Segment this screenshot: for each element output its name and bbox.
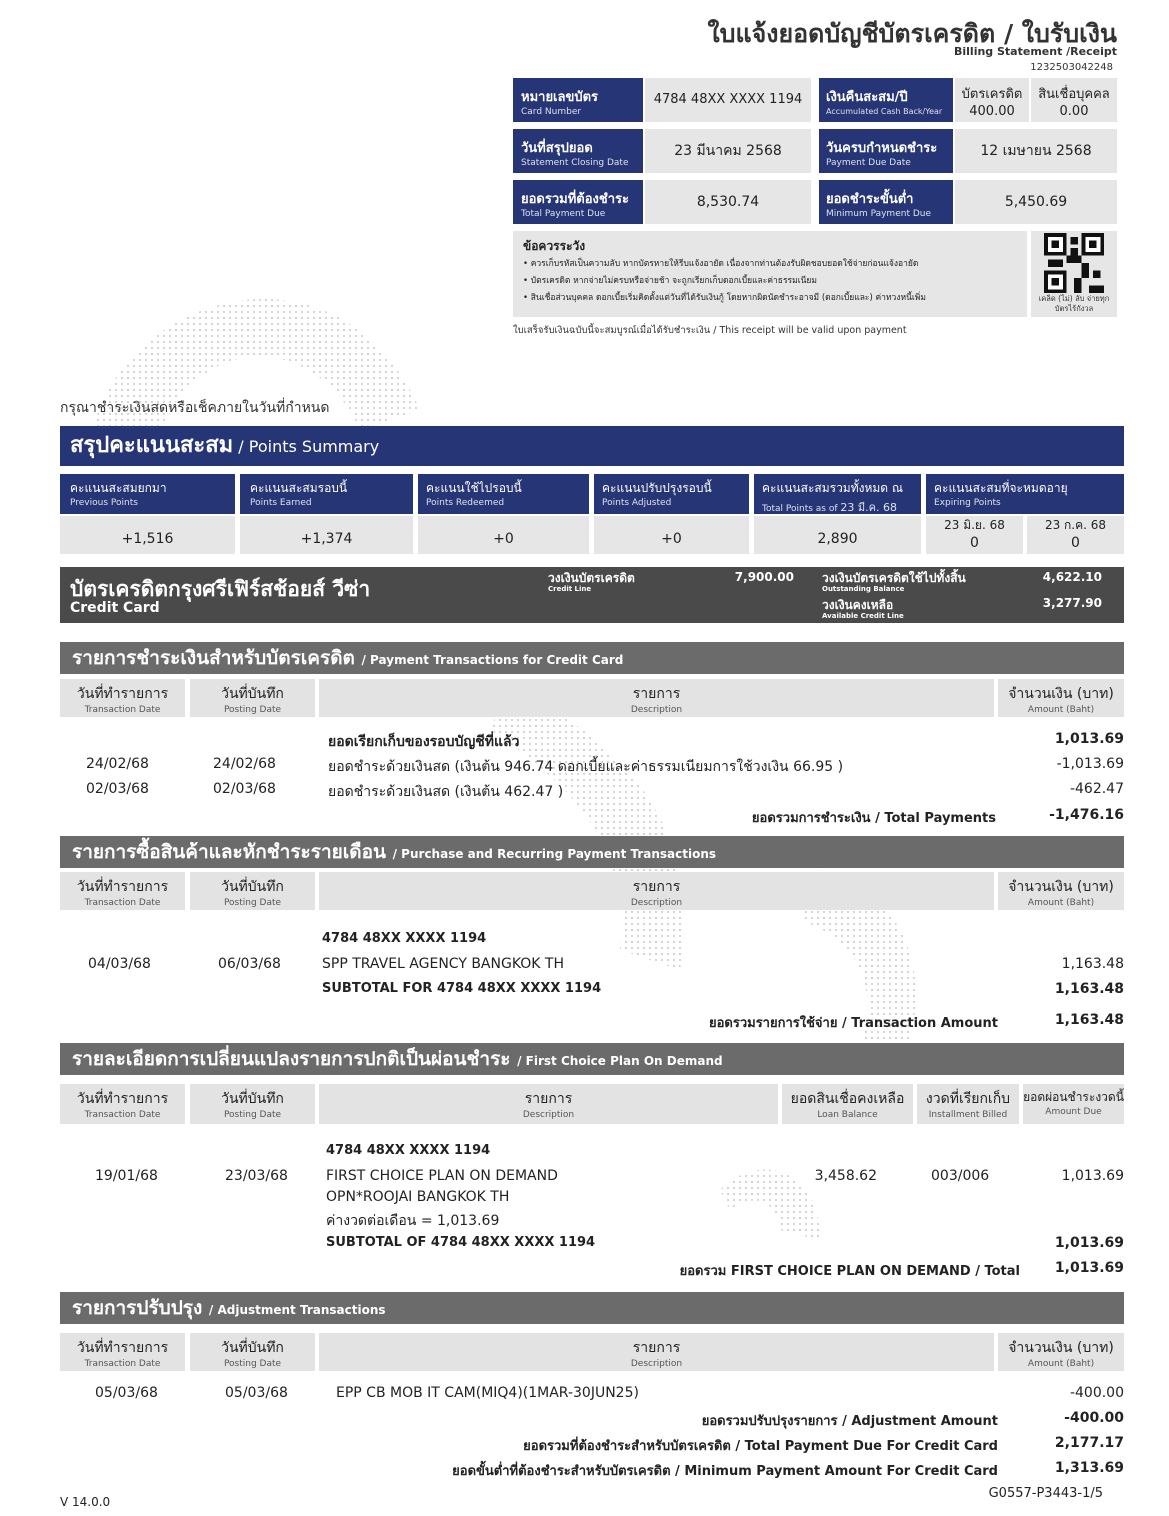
closing-date-label: วันที่สรุปยอด Statement Closing Date — [513, 129, 643, 173]
credit-line-label: วงเงินบัตรเครดิต — [548, 571, 635, 585]
card-total-due-amount: 2,177.17 — [1054, 1435, 1124, 1451]
plan-total-amount: 1,013.69 — [1054, 1260, 1124, 1276]
adjustment-table-header: วันที่ทำรายการ Transaction Date วันที่บันทึก Posting Date รายการ Description จำนวนเงิน (บาท) Amount (Baht) — [60, 1333, 1124, 1371]
amount: -400.00 — [1069, 1385, 1124, 1401]
outstanding-label-en: Outstanding Balance — [822, 585, 905, 593]
closing-date-value: 23 มีนาคม 2568 — [645, 129, 811, 173]
posting-date: 05/03/68 — [225, 1385, 288, 1401]
expiring-points-2: 23 ก.ค. 68 0 — [1027, 516, 1124, 554]
statement-summary — [513, 78, 1117, 224]
description-line: ค่างวดต่อเดือน = 1,013.69 — [326, 1213, 500, 1229]
subtotal-amount: 1,163.48 — [1054, 981, 1124, 997]
due-date-label: วันครบกำหนดชำระ Payment Due Date — [819, 129, 953, 173]
qr-caption: เคลิด (ไม่) ลับ จ่ายทุกบัตรไร้กังวล — [1038, 294, 1110, 313]
notice-item: • บัตรเครดิต หากจ่ายไม่ครบหรือจ่ายช้า จะถูกเรียกเก็บดอกเบี้ยและค่าธรรมเนียม — [523, 276, 817, 286]
purchases-table-header: วันที่ทำรายการ Transaction Date วันที่บันทึก Posting Date รายการ Description จำนวนเงิน (บาท) Amount (Baht) — [60, 872, 1124, 910]
description: FIRST CHOICE PLAN ON DEMAND — [326, 1168, 558, 1184]
card-number-group: 4784 48XX XXXX 1194 — [322, 931, 487, 946]
card-type: Credit Card — [70, 600, 160, 616]
transaction-date: 02/03/68 — [86, 781, 149, 797]
plan-section-header: รายละเอียดการเปลี่ยนแปลงรายการปกติเป็นผ่อนชำระ / First Choice Plan On Demand — [60, 1043, 1124, 1075]
points-summary-header: สรุปคะแนนสะสม / Points Summary — [60, 426, 1124, 466]
purchases-section-header: รายการซื้อสินค้าและหักชำระรายเดือน / Purchase and Recurring Payment Transactions — [60, 836, 1124, 868]
previous-points-value: +1,516 — [60, 516, 235, 554]
credit-card-bar — [60, 567, 1124, 623]
card-number-label: หมายเลขบัตร Card Number — [513, 78, 643, 122]
available-label: วงเงินคงเหลือ — [822, 598, 894, 612]
posting-date: 06/03/68 — [218, 956, 281, 972]
posting-date: 23/03/68 — [225, 1168, 288, 1184]
points-adjusted-value: +0 — [594, 516, 749, 554]
points-table — [60, 474, 1124, 554]
points-earned-label: คะแนนสะสมรอบนี้ Points Earned — [240, 474, 413, 514]
available-label-en: Available Credit Line — [822, 612, 904, 620]
points-adjusted-label: คะแนนปรับปรุงรอบนี้ Points Adjusted — [594, 474, 749, 514]
amount: 1,163.48 — [1061, 956, 1124, 972]
credit-line-value: 7,900.00 — [734, 570, 794, 584]
notice-item: • สินเชื่อส่วนบุคคล ดอกเบี้ยเริ่มคิดตั้งแต่วันที่ได้รับเงินกู้ โดยหากผิดนัดชำระอาจมี (ดอกเบี้ยและ) ค่าทวงหนี้เพิ่ม — [523, 293, 927, 303]
cashback-credit: บัตรเครดิต 400.00 — [955, 78, 1029, 122]
available-value: 3,277.90 — [1042, 596, 1102, 610]
credit-line-label-en: Credit Line — [548, 585, 592, 593]
card-min-due-amount: 1,313.69 — [1054, 1460, 1124, 1476]
cashback-loan: สินเชื่อบุคคล 0.00 — [1031, 78, 1117, 122]
outstanding-value: 4,622.10 — [1042, 570, 1102, 584]
previous-points-label: คะแนนสะสมยกมา Previous Points — [60, 474, 235, 514]
installment-billed: 003/006 — [931, 1168, 990, 1184]
receipt-note: ใบเสร็จรับเงินฉบับนี้จะสมบูรณ์เมื่อได้รับชำระเงิน / This receipt will be valid upon payment — [513, 325, 907, 336]
subtotal-label: SUBTOTAL OF 4784 48XX XXXX 1194 — [326, 1235, 596, 1250]
posting-date: 24/02/68 — [213, 756, 276, 772]
total-points-value: 2,890 — [754, 516, 921, 554]
description: ยอดชำระด้วยเงินสด (เงินต้น 946.74 ดอกเบี้ยและค่าธรรมเนียมการใช้วงเงิน 66.95 ) — [328, 759, 844, 775]
card-min-due-label: ยอดขั้นต่ำที่ต้องชำระสำหรับบัตรเครดิต / Minimum Payment Amount For Credit Card — [452, 1464, 998, 1479]
description: EPP CB MOB IT CAM(MIQ4)(1MAR-30JUN25) — [336, 1385, 639, 1401]
loan-balance: 3,458.62 — [814, 1168, 877, 1184]
document-number: 1232503042248 — [1030, 62, 1113, 73]
transaction-date: 05/03/68 — [95, 1385, 158, 1401]
plan-total-label: ยอดรวม FIRST CHOICE PLAN ON DEMAND / Total — [679, 1264, 1020, 1279]
points-redeemed-value: +0 — [418, 516, 589, 554]
previous-balance-label: ยอดเรียกเก็บของรอบบัญชีที่แล้ว — [328, 734, 520, 750]
adjustment-total-amount: -400.00 — [1064, 1410, 1124, 1426]
payment-instruction: กรุณาชำระเงินสดหรือเช็คภายในวันที่กำหนด — [60, 400, 330, 416]
amount: -462.47 — [1069, 781, 1124, 797]
subtotal-amount: 1,013.69 — [1054, 1235, 1124, 1251]
statement-subtitle: Billing Statement /Receipt — [954, 45, 1117, 58]
total-due-label: ยอดรวมที่ต้องชำระ Total Payment Due — [513, 180, 643, 224]
version-label: V 14.0.0 — [60, 1495, 111, 1509]
amount-due: 1,013.69 — [1061, 1168, 1124, 1184]
points-earned-value: +1,374 — [240, 516, 413, 554]
min-due-label: ยอดชำระขั้นต่ำ Minimum Payment Due — [819, 180, 953, 224]
amount: -1,013.69 — [1056, 756, 1124, 772]
total-payments-label: ยอดรวมการชำระเงิน / Total Payments — [751, 811, 996, 826]
transaction-date: 24/02/68 — [86, 756, 149, 772]
adjustment-section-header: รายการปรับปรุง / Adjustment Transactions — [60, 1292, 1124, 1324]
expiring-points-1: 23 มิ.ย. 68 0 — [926, 516, 1023, 554]
payments-section-header: รายการชำระเงินสำหรับบัตรเครดิต / Payment Transactions for Credit Card — [60, 642, 1124, 674]
expiring-points-label: คะแนนสะสมที่จะหมดอายุ Expiring Points — [926, 474, 1124, 514]
transaction-date: 04/03/68 — [88, 956, 151, 972]
description: SPP TRAVEL AGENCY BANGKOK TH — [322, 956, 564, 972]
card-total-due-label: ยอดรวมที่ต้องชำระสำหรับบัตรเครดิต / Total Payment Due For Credit Card — [523, 1439, 998, 1454]
transaction-amount-label: ยอดรวมรายการใช้จ่าย / Transaction Amount — [708, 1016, 998, 1031]
card-name: บัตรเครดิตกรุงศรีเฟิร์สช้อยส์ วีซ่า — [70, 577, 371, 601]
transaction-date: 19/01/68 — [95, 1168, 158, 1184]
points-redeemed-label: คะแนนใช้ไปรอบนี้ Points Redeemed — [418, 474, 589, 514]
due-date-value: 12 เมษายน 2568 — [955, 129, 1117, 173]
notice-title: ข้อควรระวัง — [523, 239, 586, 253]
transaction-amount-total: 1,163.48 — [1054, 1012, 1124, 1028]
plan-table-header: วันที่ทำรายการ Transaction Date วันที่บันทึก Posting Date รายการ Description ยอดสินเชื่อคงเหลือ Loan Balance งวดที่เรียกเก็บ Installment Billed ยอดผ่อนชำระงวดนี้ Amount Due — [60, 1084, 1124, 1124]
total-points-label: คะแนนสะสมรวมทั้งหมด ณ Total Points as of 23 มี.ค. 68 — [754, 474, 921, 514]
subtotal-label: SUBTOTAL FOR 4784 48XX XXXX 1194 — [322, 981, 602, 996]
page-code: G0557-P3443-1/5 — [988, 1486, 1103, 1501]
total-due-value: 8,530.74 — [645, 180, 811, 224]
description: ยอดชำระด้วยเงินสด (เงินต้น 462.47 ) — [328, 784, 564, 800]
previous-balance-amount: 1,013.69 — [1054, 731, 1124, 747]
cashback-label: เงินคืนสะสม/ปี Accumulated Cash Back/Year — [819, 78, 953, 122]
adjustment-total-label: ยอดรวมปรับปรุงรายการ / Adjustment Amount — [701, 1414, 998, 1429]
card-number-value: 4784 48XX XXXX 1194 — [645, 78, 811, 122]
description-line: OPN*ROOJAI BANGKOK TH — [326, 1189, 510, 1205]
card-number-group: 4784 48XX XXXX 1194 — [326, 1143, 491, 1158]
min-due-value: 5,450.69 — [955, 180, 1117, 224]
payments-table-header: วันที่ทำรายการ Transaction Date วันที่บันทึก Posting Date รายการ Description จำนวนเงิน (บาท) Amount (Baht) — [60, 679, 1124, 717]
total-payments-amount: -1,476.16 — [1049, 807, 1124, 823]
notice-item: • ควรเก็บรหัสเป็นความลับ หากบัตรหายให้รีบแจ้งอายัด เนื่องจากท่านต้องรับผิดชอบยอดใช้จ่ายก่อนแจ้งอายัด — [523, 259, 919, 269]
posting-date: 02/03/68 — [213, 781, 276, 797]
outstanding-label: วงเงินบัตรเครดิตใช้ไปทั้งสิ้น — [822, 571, 966, 585]
statement-title: ใบแจ้งยอดบัญชีบัตรเครดิต / ใบรับเงิน — [707, 19, 1117, 48]
